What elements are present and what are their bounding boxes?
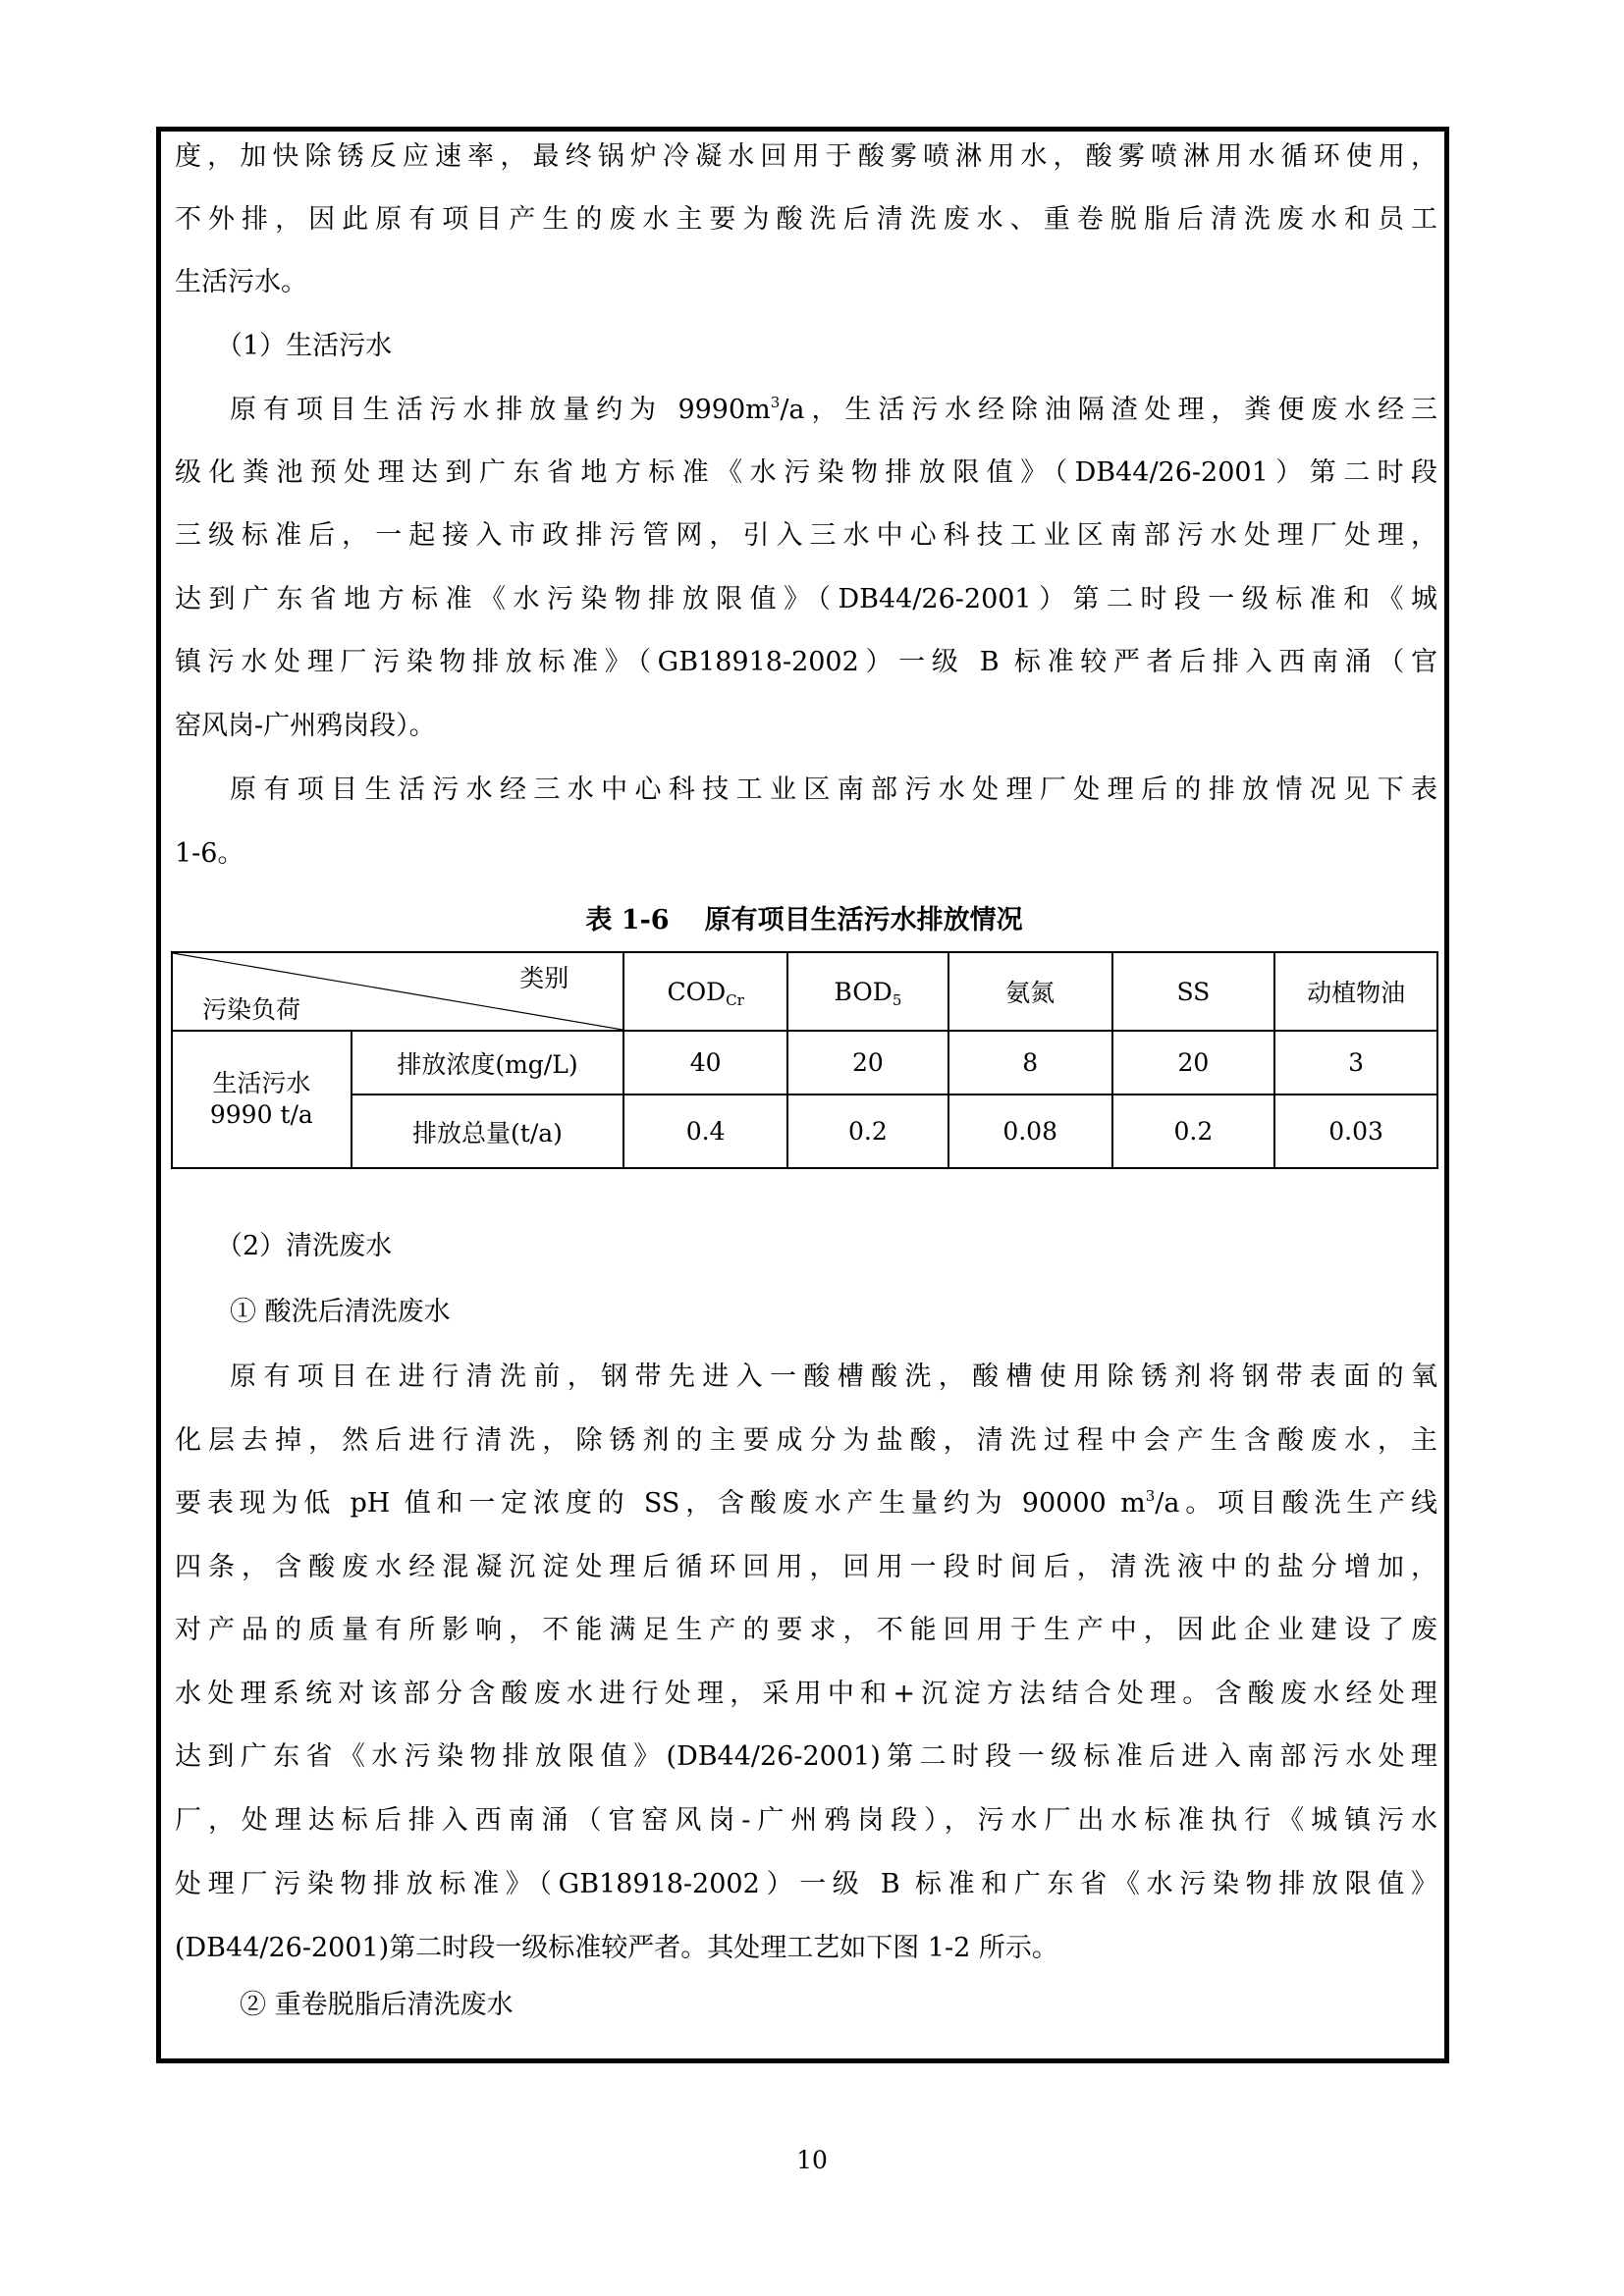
superscript: 3 — [770, 394, 781, 411]
section-heading-cleaning-wastewater: （2）清洗废水 — [216, 1231, 393, 1261]
table-cell: 20 — [1112, 1031, 1275, 1095]
column-header — [1274, 952, 1437, 1031]
corner-label-category: 类别 — [519, 964, 569, 992]
table-number: 表 1-6 — [585, 905, 670, 935]
table-cell: 0.08 — [948, 1095, 1112, 1168]
paragraph-line: 级化粪池预处理达到广东省地方标准《水污染物排放限值》（DB44/26-2001）第二时段 — [175, 457, 1437, 488]
text-run: /a。项目酸洗生产线 — [1155, 1488, 1437, 1519]
superscript: 3 — [1145, 1487, 1156, 1505]
table-cell: 3 — [1274, 1031, 1437, 1095]
text-run: 原有项目生活污水排放量约为 9990m — [230, 395, 771, 425]
paragraph-line — [175, 1484, 1437, 1523]
row-label: 排放浓度(mg/L) — [352, 1031, 624, 1095]
column-header — [1112, 952, 1275, 1031]
paragraph-line: 三级标准后，一起接入市政排污管网，引入三水中心科技工业区南部污水处理厂处理， — [175, 520, 1437, 551]
table-cell: 0.4 — [623, 1095, 787, 1168]
table-cell: 20 — [787, 1031, 948, 1095]
column-header-text: 氨氮 — [1005, 979, 1056, 1007]
paragraph-line: 原有项目在进行清洗前，钢带先进入一酸槽酸洗，酸槽使用除锈剂将钢带表面的氧 — [230, 1362, 1437, 1392]
paragraph-line: 原有项目生活污水经三水中心科技工业区南部污水处理厂处理后的排放情况见下表 — [230, 774, 1437, 805]
paragraph-line: 四条，含酸废水经混凝沉淀处理后循环回用，回用一段时间后，清洗液中的盐分增加， — [175, 1552, 1437, 1582]
paragraph-line: 度，加快除锈反应速率，最终锅炉冷凝水回用于酸雾喷淋用水，酸雾喷淋用水循环使用， — [175, 141, 1437, 172]
paragraph-line: 达到广东省地方标准《水污染物排放限值》（DB44/26-2001）第二时段一级标准和《城 — [175, 584, 1437, 614]
paragraph-line: 1-6。 — [175, 838, 244, 869]
row-group-label — [172, 1031, 352, 1168]
table-row — [172, 1031, 1437, 1095]
paragraph-line: 化层去掉，然后进行清洗，除锈剂的主要成分为盐酸，清洗过程中会产生含酸废水，主 — [175, 1425, 1437, 1456]
column-header-subscript: Cr — [726, 990, 744, 1009]
paragraph-line — [230, 391, 1437, 430]
paragraph-line: 镇污水处理厂污染物排放标准》（GB18918-2002）一级 B 标准较严者后排入西南涌（官 — [175, 647, 1437, 677]
paragraph-line: 生活污水。 — [175, 267, 307, 297]
paragraph-line: 厂，处理达标后排入西南涌（官窑风岗-广州鸦岗段），污水厂出水标准执行《城镇污水 — [175, 1805, 1437, 1836]
row-label: 排放总量(t/a) — [352, 1095, 624, 1168]
subsection-heading-recoil-degreasing: ② 重卷脱脂后清洗废水 — [240, 1990, 514, 2020]
column-header-text: 动植物油 — [1307, 979, 1406, 1007]
emission-table — [171, 951, 1438, 1169]
diagonal-header-cell — [172, 952, 623, 1031]
section-heading-domestic-sewage: （1）生活污水 — [216, 331, 393, 361]
column-header-text: BOD — [834, 977, 893, 1006]
column-header — [948, 952, 1112, 1031]
paragraph-line: 对产品的质量有所影响，不能满足生产的要求，不能回用于生产中，因此企业建设了废 — [175, 1615, 1437, 1645]
table-caption — [171, 903, 1437, 938]
column-header-subscript: 5 — [892, 990, 902, 1009]
column-header-text: SS — [1176, 977, 1211, 1006]
paragraph-line: 达到广东省《水污染物排放限值》(DB44/26-2001)第二时段一级标准后进入南部污水处理 — [175, 1741, 1437, 1772]
paragraph-line: (DB44/26-2001)第二时段一级标准较严者。其处理工艺如下图 1-2 所示。 — [175, 1933, 1058, 1963]
table-cell: 0.03 — [1274, 1095, 1437, 1168]
table-cell: 0.2 — [787, 1095, 948, 1168]
page-number: 10 — [796, 2146, 828, 2174]
subsection-heading-acid-wash: ① 酸洗后清洗废水 — [230, 1297, 451, 1327]
column-header-text: COD — [667, 977, 727, 1006]
table-cell: 8 — [948, 1031, 1112, 1095]
table-header-row — [172, 952, 1437, 1031]
paragraph-line: 处理厂污染物排放标准》（GB18918-2002）一级 B 标准和广东省《水污染物排放限值》 — [175, 1869, 1437, 1899]
row-group-title: 生活污水 — [212, 1069, 311, 1097]
table-row — [172, 1095, 1437, 1168]
table-cell: 0.2 — [1112, 1095, 1275, 1168]
column-header — [787, 952, 948, 1031]
table-title: 原有项目生活污水排放情况 — [704, 905, 1023, 935]
paragraph-line: 不外排，因此原有项目产生的废水主要为酸洗后清洗废水、重卷脱脂后清洗废水和员工 — [175, 204, 1437, 235]
paragraph-line: 水处理系统对该部分含酸废水进行处理，采用中和+沉淀方法结合处理。含酸废水经处理 — [175, 1679, 1437, 1709]
paragraph-line: 窑风岗-广州鸦岗段）。 — [175, 711, 436, 741]
row-group-volume: 9990 t/a — [209, 1100, 313, 1129]
table-cell: 40 — [623, 1031, 787, 1095]
text-run: 要表现为低 pH 值和一定浓度的 SS，含酸废水产生量约为 90000 m — [175, 1488, 1146, 1519]
corner-label-pollution-load: 污染负荷 — [202, 995, 301, 1024]
column-header — [623, 952, 787, 1031]
text-run: /a，生活污水经除油隔渣处理，粪便废水经三 — [780, 395, 1437, 425]
